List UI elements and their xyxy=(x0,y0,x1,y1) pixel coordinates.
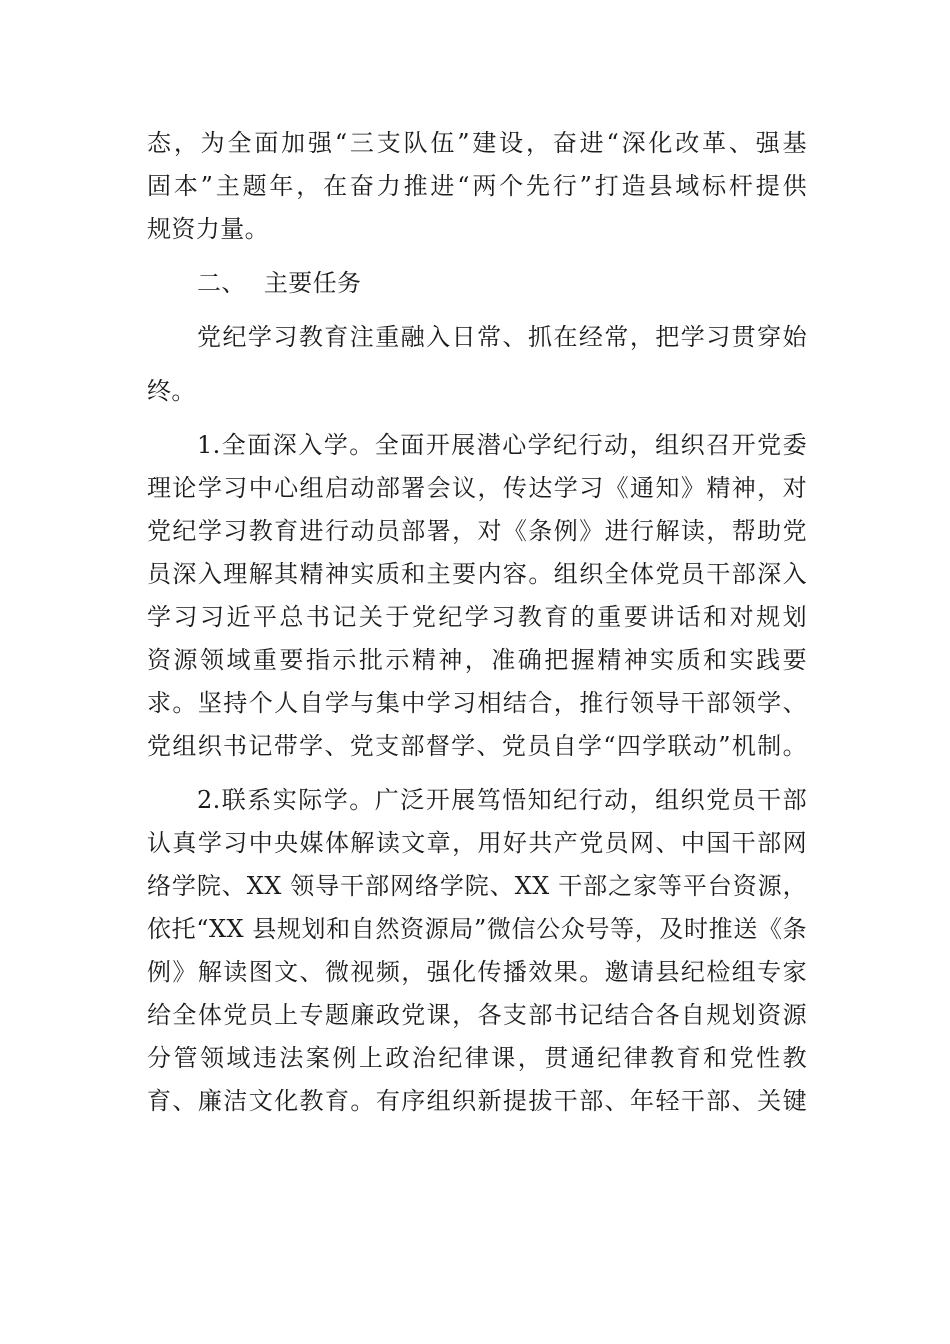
text-line: 态，为全面加强“三支队伍”建设，奋进“深化改革、强基 xyxy=(147,129,807,157)
text-line: 育、廉洁文化教育。有序组织新提拔干部、年轻干部、关键 xyxy=(147,1087,807,1115)
heading-text: 二、 主要任务 xyxy=(197,269,362,297)
text-line: 络学院、XX 领导干部网络学院、XX 干部之家等平台资源， xyxy=(147,872,807,900)
text-line: 党组织书记带学、党支部督学、党员自学“四学联动”机制。 xyxy=(147,732,807,760)
text-line: 例》解读图文、微视频，强化传播效果。邀请县纪检组专家 xyxy=(147,958,807,986)
text-line: 党纪学习教育注重融入日常、抓在经常，把学习贯穿始 xyxy=(197,323,807,351)
text-line: 固本”主题年，在奋力推进“两个先行”打造县域标杆提供 xyxy=(147,172,807,200)
paragraph-item-2 xyxy=(147,779,807,1123)
text-line: 1.全面深入学。全面开展潜心学纪行动，组织召开党委 xyxy=(197,431,807,459)
text-line: 给全体党员上专题廉政党课，各支部书记结合各自规划资源 xyxy=(147,1001,807,1029)
text-line: 认真学习中央媒体解读文章，用好共产党员网、中国干部网 xyxy=(147,829,807,857)
text-line: 规资力量。 xyxy=(147,215,269,243)
paragraph-continuation xyxy=(147,122,807,251)
text-line: 学习习近平总书记关于党纪学习教育的重要讲话和对规划 xyxy=(147,603,807,631)
text-line: 求。坚持个人自学与集中学习相结合，推行领导干部领学、 xyxy=(147,689,807,717)
document-body xyxy=(147,122,807,1123)
paragraph-intro xyxy=(147,316,807,413)
text-line: 2.联系实际学。广泛开展笃悟知纪行动，组织党员干部 xyxy=(197,786,807,814)
text-line: 分管领域违法案例上政治纪律课，贯通纪律教育和党性教 xyxy=(147,1044,807,1072)
text-line: 终。 xyxy=(147,377,196,405)
text-line: 依托“XX 县规划和自然资源局”微信公众号等，及时推送《条 xyxy=(147,915,807,943)
text-line: 员深入理解其精神实质和主要内容。组织全体党员干部深入 xyxy=(147,560,807,588)
text-line: 资源领域重要指示批示精神，准确把握精神实质和实践要 xyxy=(147,646,807,674)
text-line: 党纪学习教育进行动员部署，对《条例》进行解读，帮助党 xyxy=(147,517,807,545)
section-heading xyxy=(147,262,807,305)
text-line: 理论学习中心组启动部署会议，传达学习《通知》精神，对 xyxy=(147,474,807,502)
paragraph-item-1 xyxy=(147,424,807,768)
